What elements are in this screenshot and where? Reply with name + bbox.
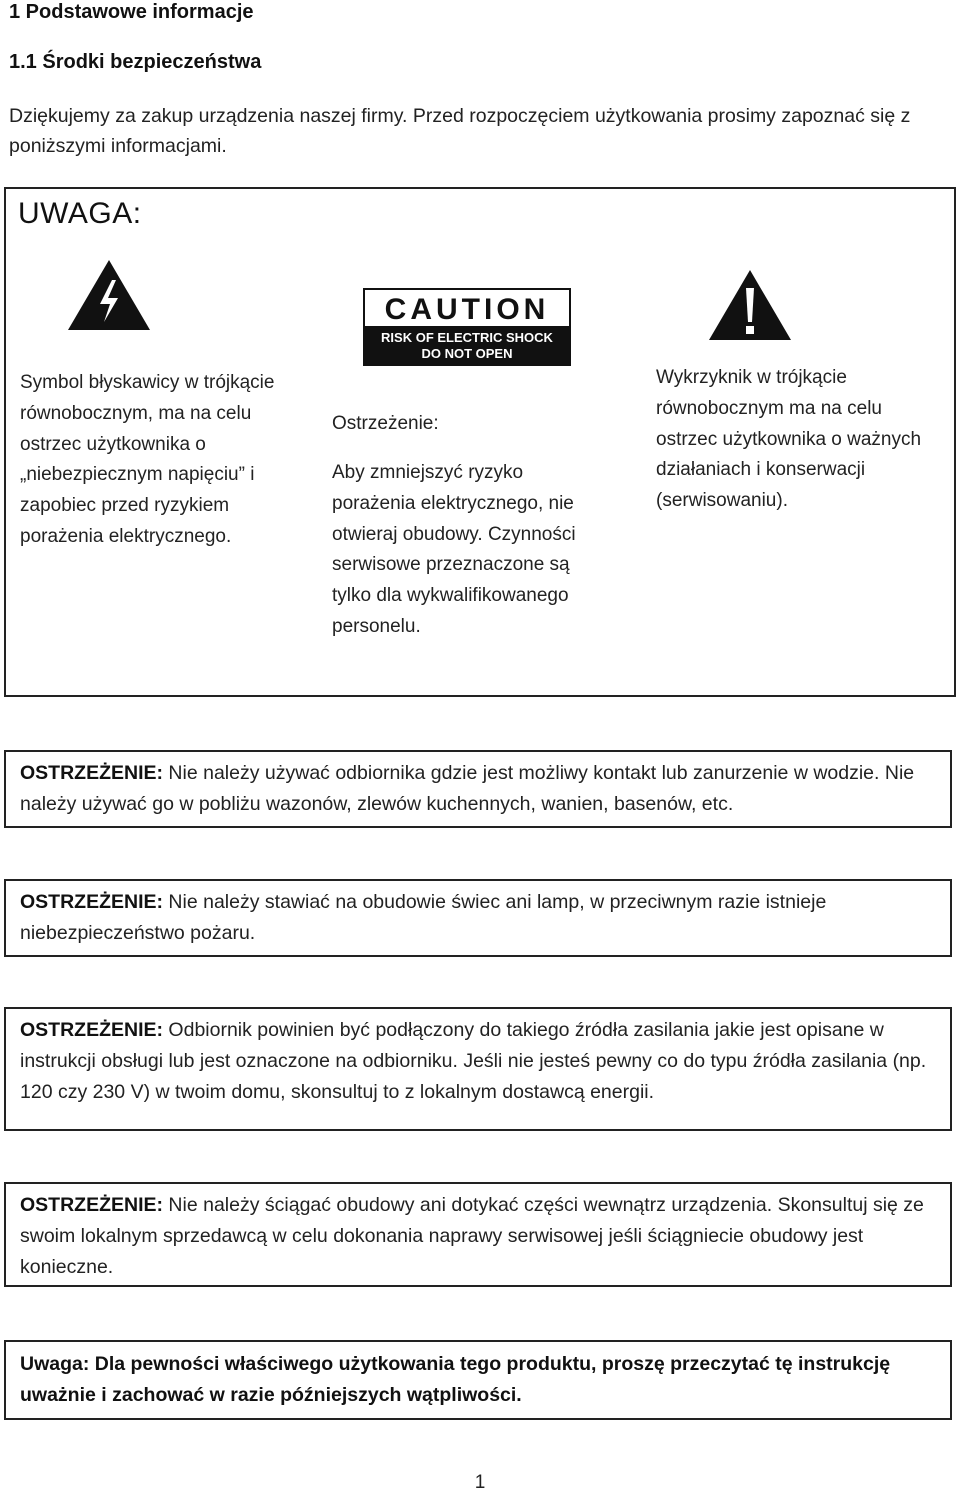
intro-paragraph: Dziękujemy za zakup urządzenia naszej firmy. Przed rozpoczęciem użytkowania prosimy zapoznać się z poniższymi informacjami.	[9, 105, 911, 157]
caution-subtitle-2: DO NOT OPEN	[421, 346, 513, 361]
note-text	[6, 1342, 950, 1411]
warning-box-4	[4, 1182, 952, 1287]
warning-body: Odbiornik powinien być podłączony do takiego źródła zasilania jakie jest opisane w instrukcji obsługi lub jest oznaczone na odbiorniku. Jeśli nie jesteś pewny co do typu źródła zasilania (np. 120 czy 230 V) w twoim domu, skonsultuj to z lokalnym dostawcą energii.	[20, 1019, 927, 1103]
uwaga-title: UWAGA:	[18, 197, 142, 230]
section-heading: 1 Podstawowe informacje	[9, 1, 254, 23]
warning-body: Nie należy używać odbiornika gdzie jest możliwy kontakt lub zanurzenie w wodzie. Nie należy używać go w pobliżu wazonów, zlewów kuchennych, wanien, basenów, etc.	[20, 762, 915, 815]
warning-text-2	[6, 881, 950, 949]
subsection-heading: 1.1 Środki bezpieczeństwa	[9, 51, 262, 73]
warning-text-1	[6, 752, 950, 820]
warning-label: OSTRZEŻENIE:	[20, 891, 164, 913]
warning-text-3	[6, 1009, 950, 1107]
note-box	[4, 1340, 952, 1420]
warning-label: OSTRZEŻENIE:	[20, 1194, 164, 1216]
lightning-triangle-icon	[66, 258, 152, 332]
page-number: 1	[474, 1472, 486, 1493]
note-body: Uwaga: Dla pewności właściwego użytkowania tego produktu, proszę przeczytać tę instrukcję uważnie i zachować w razie późniejszych wątpliwości.	[20, 1353, 891, 1406]
warning-body: Nie należy stawiać na obudowie świec ani lamp, w przeciwnym razie istnieje niebezpieczeństwo pożaru.	[20, 891, 827, 944]
warning-box-3	[4, 1007, 952, 1131]
caution-title: CAUTION	[384, 293, 550, 326]
warning-box-2	[4, 879, 952, 957]
caution-label-icon	[363, 288, 571, 366]
warning-body: Nie należy ściągać obudowy ani dotykać części wewnątrz urządzenia. Skonsultuj się ze swoim lokalnym sprzedawcą w celu dokonania naprawy serwisowej jeśli ściągniecie obudowy jest konieczne.	[20, 1194, 924, 1278]
lightning-description: Symbol błyskawicy w trójkącie równobocznym, ma na celu ostrzec użytkownika o „niebezpiecznym napięciu” i zapobiec przed ryzykiem porażenia elektrycznego.	[20, 372, 275, 547]
warning-label: OSTRZEŻENIE:	[20, 762, 164, 784]
caution-description: Aby zmniejszyć ryzyko porażenia elektrycznego, nie otwieraj obudowy. Czynności serwisowe przeznaczone są tylko dla wykwalifikowanego personelu.	[332, 462, 576, 637]
warning-box-1	[4, 750, 952, 828]
caution-subtitle-1: RISK OF ELECTRIC SHOCK	[381, 330, 553, 345]
exclamation-description: Wykrzyknik w trójkącie równobocznym ma na celu ostrzec użytkownika o ważnych działaniach i konserwacji (serwisowaniu).	[656, 367, 922, 512]
warning-text-4	[6, 1184, 950, 1282]
warning-label: OSTRZEŻENIE:	[20, 1019, 164, 1041]
exclamation-triangle-icon	[707, 268, 793, 342]
warning-heading: Ostrzeżenie:	[332, 413, 439, 434]
